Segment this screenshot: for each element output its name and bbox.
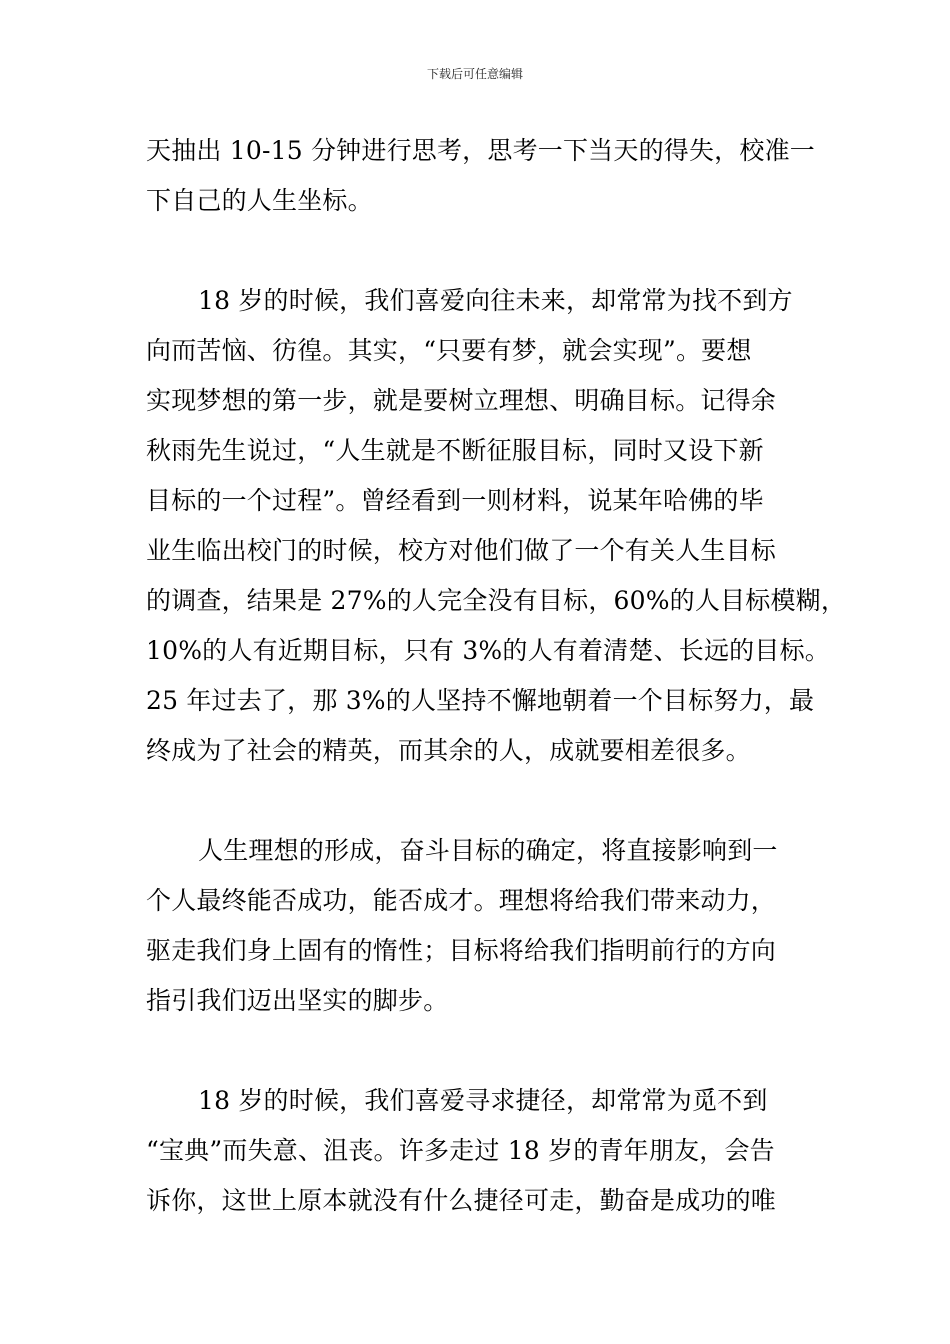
text-line: 秋雨先生说过，“人生就是不断征服目标，同时又设下新 xyxy=(146,436,764,465)
text-line: 10%的人有近期目标，只有 3%的人有着清楚、长远的目标。 xyxy=(146,636,830,665)
text-line: 的调查，结果是 27%的人完全没有目标，60%的人目标模糊， xyxy=(146,586,847,615)
document-body xyxy=(146,126,847,1226)
text-line: “宝典”而失意、沮丧。许多走过 18 岁的青年朋友，会告 xyxy=(146,1136,775,1165)
text-line: 天抽出 10-15 分钟进行思考，思考一下当天的得失，校准一 xyxy=(146,136,815,165)
text-line: 诉你，这世上原本就没有什么捷径可走，勤奋是成功的唯 xyxy=(146,1186,777,1215)
paragraph-1 xyxy=(146,126,816,226)
text-line: 指引我们迈出坚实的脚步。 xyxy=(146,986,449,1015)
text-line: 目标的一个过程”。曾经看到一则材料，说某年哈佛的毕 xyxy=(146,486,764,515)
text-line: 实现梦想的第一步，就是要树立理想、明确目标。记得余 xyxy=(146,386,777,415)
text-line: 下自己的人生坐标。 xyxy=(146,186,373,215)
paragraph-3 xyxy=(146,826,816,1026)
text-line: 18 岁的时候，我们喜爱向往未来，却常常为找不到方 xyxy=(198,286,793,315)
text-line: 终成为了社会的精英，而其余的人，成就要相差很多。 xyxy=(146,736,751,765)
text-line: 个人最终能否成功，能否成才。理想将给我们带来动力， xyxy=(146,886,777,915)
paragraph-gap xyxy=(146,1026,816,1076)
text-line: 向而苦恼、彷徨。其实，“只要有梦，就会实现”。要想 xyxy=(146,336,752,365)
text-line: 业生临出校门的时候，校方对他们做了一个有关人生目标 xyxy=(146,536,777,565)
text-line: 25 年过去了，那 3%的人坚持不懈地朝着一个目标努力，最 xyxy=(146,686,815,715)
page-header: 下载后可任意编辑 xyxy=(426,67,523,81)
paragraph-gap xyxy=(146,776,816,826)
text-line: 18 岁的时候，我们喜爱寻求捷径，却常常为觅不到 xyxy=(198,1086,768,1115)
paragraph-4 xyxy=(146,1076,816,1226)
paragraph-2 xyxy=(146,276,847,776)
text-line: 驱走我们身上固有的惰性；目标将给我们指明前行的方向 xyxy=(146,936,777,965)
paragraph-gap xyxy=(146,226,816,276)
text-line: 人生理想的形成，奋斗目标的确定，将直接影响到一 xyxy=(198,836,778,865)
